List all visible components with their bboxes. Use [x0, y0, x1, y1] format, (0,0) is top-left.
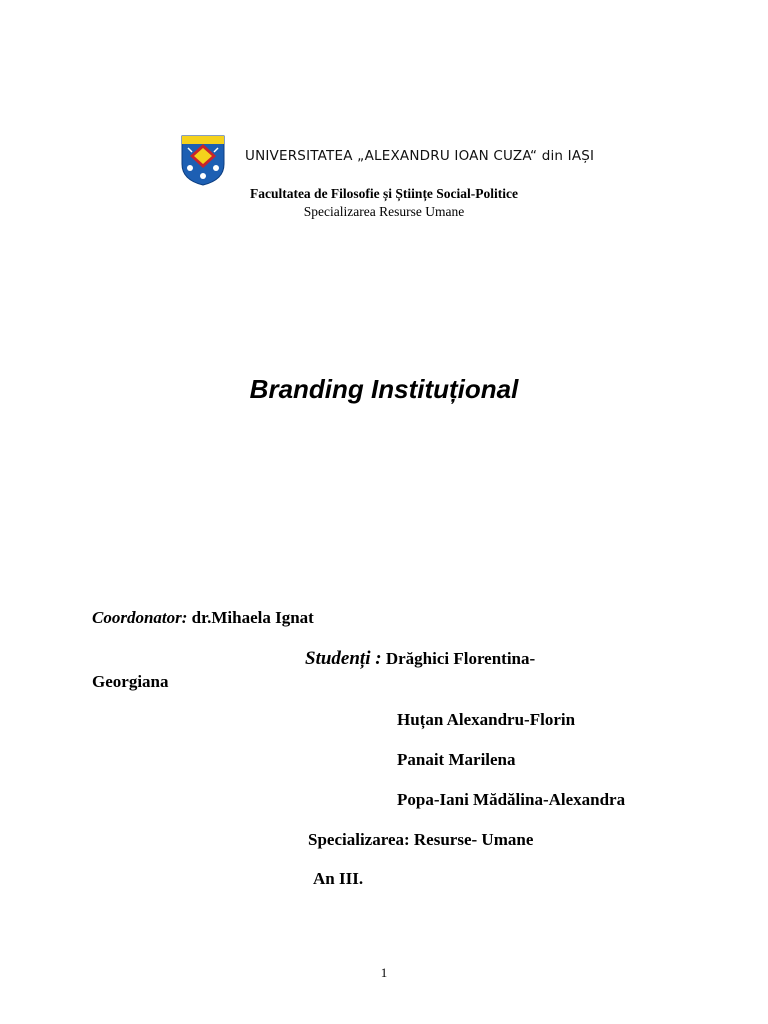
document-title: Branding Instituțional	[249, 374, 519, 404]
university-logo	[180, 134, 600, 186]
student-name-4: Popa-Iani Mădălina-Alexandra	[397, 790, 626, 809]
specialization-line: Specializarea: Resurse- Umane	[308, 830, 534, 849]
specialization-subtitle: Specializarea Resurse Umane	[303, 204, 465, 219]
student-name-1-continued: Georgiana	[92, 672, 169, 691]
university-name: UNIVERSITATEA „ALEXANDRU IOAN CUZA“ din IAȘI	[245, 148, 595, 164]
students-line	[305, 648, 535, 670]
coordinator-label: Coordonator:	[92, 608, 188, 627]
coordinator-name: dr.Mihaela Ignat	[191, 608, 314, 627]
student-name-1: Drăghici Florentina-	[385, 649, 536, 668]
page-number: 1	[380, 965, 388, 980]
students-label: Studenți :	[305, 648, 382, 669]
university-crest-icon	[180, 134, 226, 186]
year-line: An III.	[313, 869, 364, 888]
student-name-2: Huțan Alexandru-Florin	[397, 710, 576, 729]
faculty-name: Facultatea de Filosofie și Științe Social-Politice	[249, 186, 519, 201]
coordinator-line	[92, 608, 314, 628]
student-name-3: Panait Marilena	[397, 750, 516, 769]
